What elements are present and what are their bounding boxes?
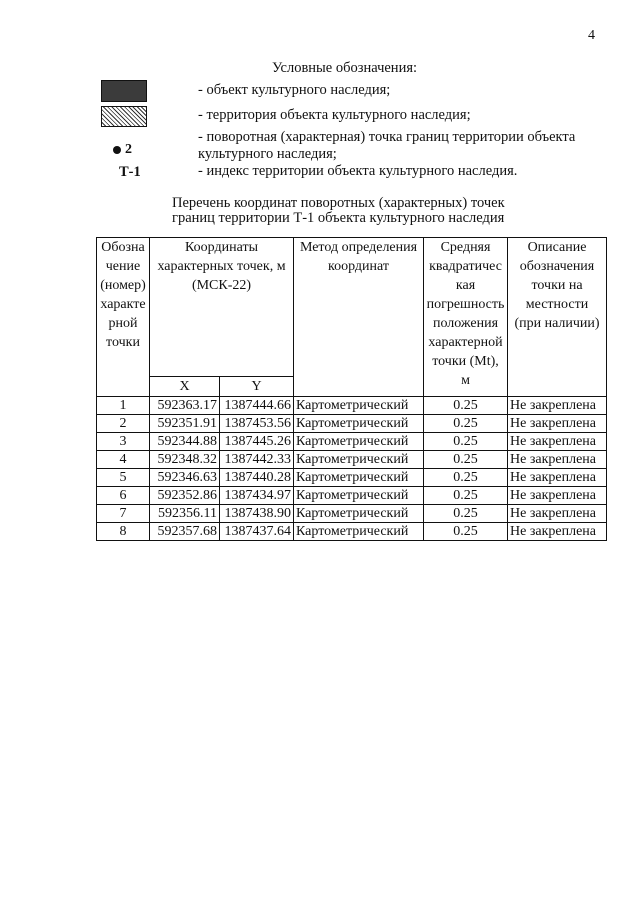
table-row: 7 592356.11 1387438.90 Картометрический 0.25 Не закреплена [97,505,607,523]
legend-item-point-cont: культурного наследия; [198,146,337,162]
table-row: 1 592363.17 1387444.66 Картометрический 0.25 Не закреплена [97,397,607,415]
header-coordinates: Координаты характерных точек, м (МСК-22) [150,238,294,377]
legend-item-index: - индекс территории объекта культурного наследия. [198,163,518,179]
header-mt: Средняя квадратичес кая погрешность положения характерной точки (Mt), м [424,238,508,397]
header-x: X [150,377,220,397]
point-label: 2 [125,142,132,157]
header-point-id: Обозна чение (номер) характе рной точки [97,238,150,397]
header-method: Метод определения координат [294,238,424,397]
table-row: 8 592357.68 1387437.64 Картометрический 0.25 Не закреплена [97,523,607,541]
coordinates-table [96,237,607,541]
heritage-object-swatch [101,80,147,102]
heritage-territory-swatch [101,106,147,127]
page-number: 4 [588,28,595,43]
table-row: 6 592352.86 1387434.97 Картометрический 0.25 Не закреплена [97,487,607,505]
header-description: Описание обозначения точки на местности (при наличии) [508,238,607,397]
table-row: 5 592346.63 1387440.28 Картометрический 0.25 Не закреплена [97,469,607,487]
legend-title: Условные обозначения: [272,60,418,76]
point-symbol [113,142,132,158]
header-y: Y [220,377,294,397]
list-title-line2: границ территории Т-1 объекта культурного наследия [172,210,505,226]
table-row: 4 592348.32 1387442.33 Картометрический 0.25 Не закреплена [97,451,607,469]
list-title [172,196,505,226]
table-row: 3 592344.88 1387445.26 Картометрический 0.25 Не закреплена [97,433,607,451]
legend-item-point: - поворотная (характерная) точка границ территории объекта [198,129,576,145]
index-symbol: Т-1 [119,164,141,180]
legend-item-object: - объект культурного наследия; [198,82,391,98]
legend-item-territory: - территория объекта культурного наследия; [198,107,471,123]
list-title-line1: Перечень координат поворотных (характерных) точек [172,195,505,211]
table-row: 2 592351.91 1387453.56 Картометрический 0.25 Не закреплена [97,415,607,433]
point-dot-icon [113,146,121,154]
